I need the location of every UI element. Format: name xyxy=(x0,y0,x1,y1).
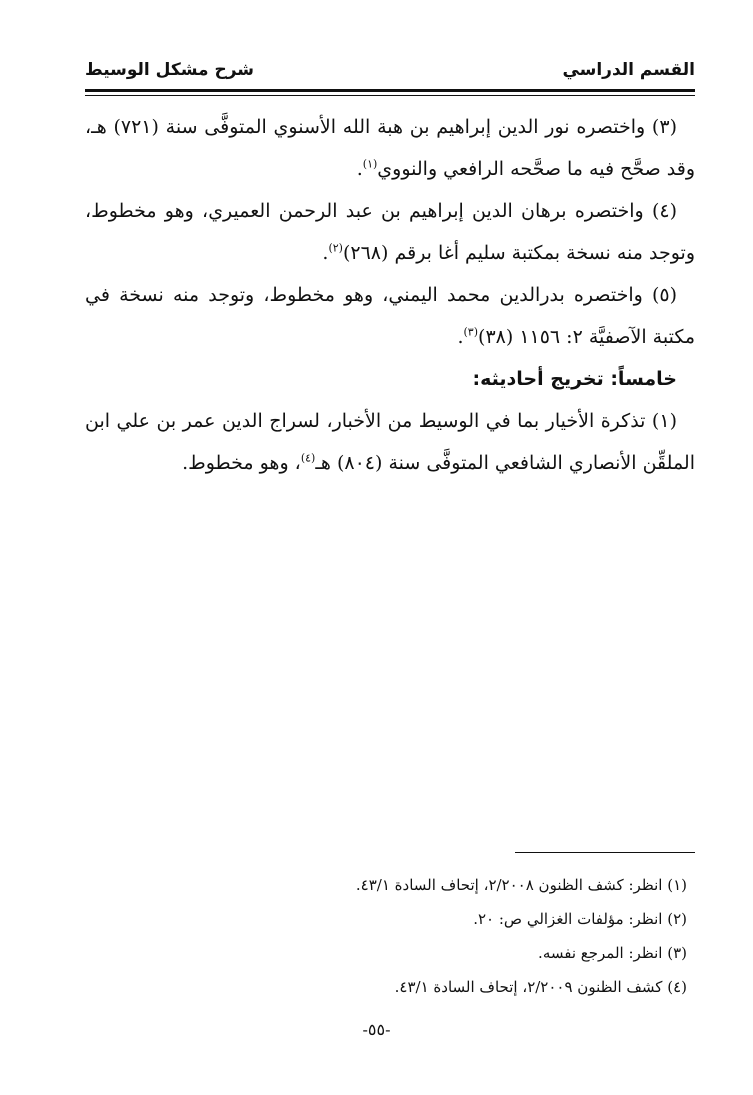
running-header xyxy=(85,58,695,86)
paragraph-hadith-1: (١) تذكرة الأخيار بما في الوسيط من الأخبار، لسراج الدين عمر بن علي ابن الملقِّن الأنصاري الشافعي المتوفَّى سنة (٨٠٤) هـ$^{(٤)}$، وهو مخطوط. xyxy=(85,410,695,474)
body-text xyxy=(85,106,695,484)
footnote-4: (٤) كشف الظنون ٢/٢٠٠٩، إتحاف السادة ٤٣/١. xyxy=(394,978,687,996)
footnote-ref-2[interactable]: (٢) xyxy=(328,241,343,255)
footnote-ref-3[interactable]: (٣) xyxy=(463,325,479,339)
header-rule-thin xyxy=(85,95,695,96)
paragraph-3: (٣) واختصره نور الدين إبراهيم بن هبة الله الأسنوي المتوفَّى سنة (٧٢١) هـ، وقد صحَّح فيه ما صحَّحه الرافعي والنووي$^{(١)}$. xyxy=(85,116,695,180)
book-title: شرح مشكل الوسيط xyxy=(85,60,254,80)
header-rule-thick xyxy=(85,89,695,92)
footnote-1: (١) انظر: كشف الظنون ٢/٢٠٠٨، إتحاف السادة ٤٣/١. xyxy=(355,876,687,894)
footnotes xyxy=(85,868,695,1004)
paragraph-5: (٥) واختصره بدرالدين محمد اليمني، وهو مخطوط، وتوجد منه نسخة في مكتبة الآصفيَّة ٢: ١١٥٦ (٣٨)$^{(٣)}$. xyxy=(85,284,695,348)
paragraph-4: (٤) واختصره برهان الدين إبراهيم بن عبد الرحمن العميري، وهو مخطوط، وتوجد منه نسخة بمكتبة سليم أغا برقم (٢٦٨)$^{(٢)}$. xyxy=(85,200,695,264)
footnote-ref-4[interactable]: (٤) xyxy=(300,451,316,465)
footnote-separator xyxy=(515,852,695,853)
page-number: -٥٥- xyxy=(362,1020,391,1039)
section-heading: خامساً: تخريج أحاديثه: xyxy=(472,368,677,390)
footnote-3: (٣) انظر: المرجع نفسه. xyxy=(538,944,687,962)
footnote-ref-1[interactable]: (١) xyxy=(362,157,378,171)
footnote-2: (٢) انظر: مؤلفات الغزالي ص: ٢٠. xyxy=(473,910,687,928)
section-title: القسم الدراسي xyxy=(562,60,695,80)
